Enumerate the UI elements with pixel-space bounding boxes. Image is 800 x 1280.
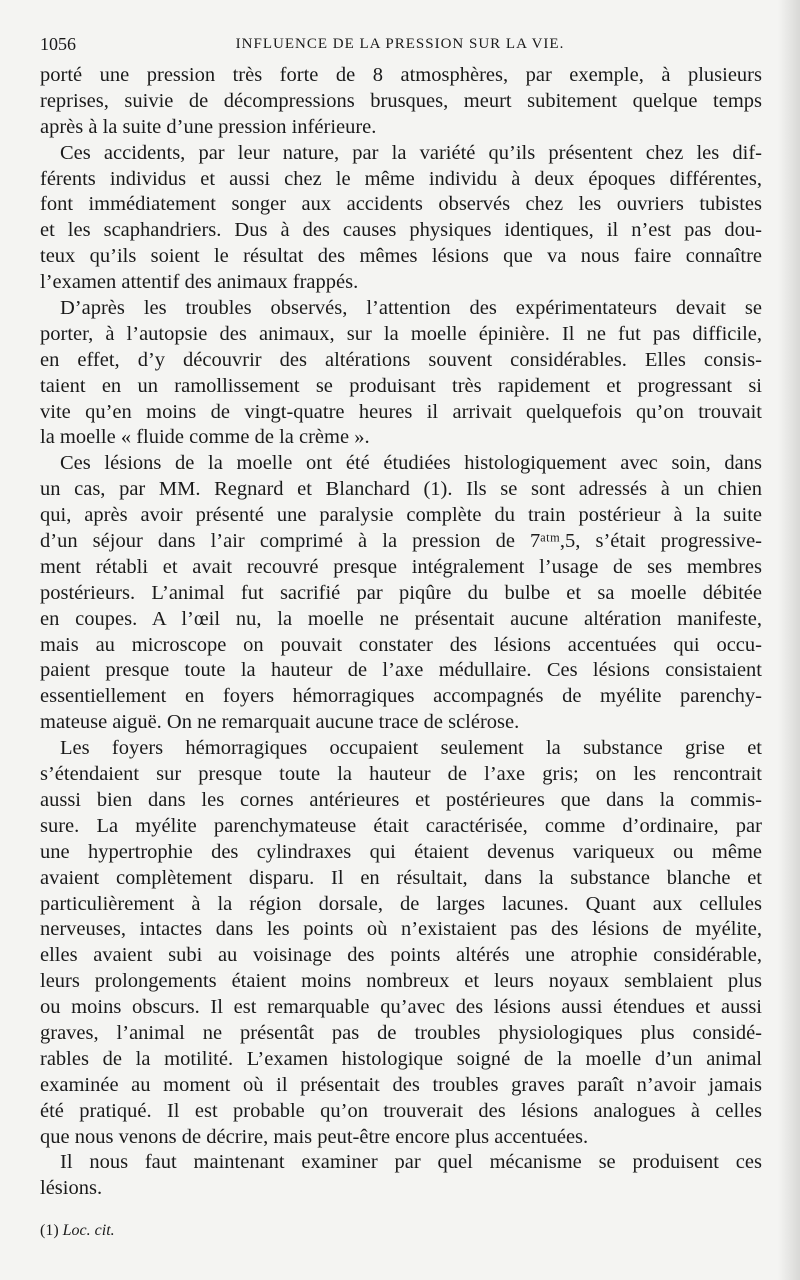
text-line: leurs prolongements étaient moins nombreux et leurs noyaux semblaient plus [40,970,762,993]
text-line: d’un séjour dans l’air comprimé à la pression de 7ᵃᵗᵐ,5, s’était progressive- [40,530,762,553]
text-line: Ces accidents, par leur nature, par la variété qu’ils présentent chez les dif- [60,141,762,164]
text-line: et les scaphandriers. Dus à des causes physiques identiques, il n’est pas dou- [40,219,762,242]
footnote-marker: (1) [40,1222,59,1239]
text-line: un cas, par MM. Regnard et Blanchard (1). Ils se sont adressés à un chien [40,478,762,501]
text-line: férents individus et aussi chez le même individu à deux époques différentes, [40,167,762,190]
body-text [40,63,762,1202]
text-line: reprises, suivie de décompressions brusques, meurt subitement quelque temps [40,89,762,112]
text-line: ou moins obscurs. Il est remarquable qu’avec des lésions aussi étendues et aussi [40,996,762,1019]
text-line: lésions. [40,1177,103,1200]
text-line: paient presque toute la hauteur de l’axe médullaire. Ces lésions consistaient [40,659,762,682]
text-line: une hypertrophie des cylindraxes qui étaient devenus variqueux ou même [40,840,762,863]
text-line: porté une pression très forte de 8 atmosphères, par exemple, à plusieurs [40,64,762,86]
text-line: font immédiatement songer aux accidents observés chez les ouvriers tubistes [40,193,762,216]
page-number: 1056 [40,34,76,54]
paragraph [40,63,762,141]
text-line: qui, après avoir présenté une paralysie complète du train postérieur à la suite [40,504,762,527]
text-line: Il nous faut maintenant examiner par quel mécanisme se produisent ces [60,1151,762,1174]
text-line: la moelle « fluide comme de la crème ». [40,426,370,449]
footnote-text: Loc. cit. [62,1222,115,1239]
text-line: que nous venons de décrire, mais peut-être encore plus accentuées. [40,1125,589,1148]
text-line: Ces lésions de la moelle ont été étudiées histologiquement avec soin, dans [60,452,762,475]
page-edge-shadow [778,0,800,1280]
text-line: aussi bien dans les cornes antérieures et postérieures que dans la commis- [40,788,762,811]
text-line: teux qu’ils soient le résultat des mêmes lésions que va nous faire connaître [40,245,762,268]
paragraph [40,1150,762,1202]
text-line: l’examen attentif des animaux frappés. [40,271,359,294]
text-line: D’après les troubles observés, l’attention des expérimentateurs devait se [60,297,762,320]
text-line: vite qu’en moins de vingt-quatre heures il arrivait quelquefois qu’on trouvait [40,400,762,423]
paragraph [40,736,762,1150]
text-line: porter, à l’autopsie des animaux, sur la moelle épinière. Il ne fut pas difficile, [40,322,762,345]
running-title: INFLUENCE DE LA PRESSION SUR LA VIE. [235,36,565,52]
text-line: s’étendaient sur presque toute la hauteur de l’axe gris; on les rencontrait [40,763,762,786]
text-line: après à la suite d’une pression inférieure. [40,115,377,138]
paragraph [40,141,762,296]
paragraph [40,296,762,451]
page-header [40,34,760,58]
text-line: avaient complètement disparu. Il en résultait, dans la substance blanche et [40,866,762,889]
text-line: été pratiqué. Il est probable qu’on trouverait des lésions analogues à celles [40,1099,762,1122]
text-line: en coupes. A l’œil nu, la moelle ne présentait aucune altération manifeste, [40,607,762,630]
text-line: nerveuses, intactes dans les points où n’existaient pas des lésions de myélite, [40,918,762,941]
text-line: elles avaient subi au voisinage des points altérés une atrophie considérable, [40,944,762,967]
text-line: Les foyers hémorragiques occupaient seulement la substance grise et [60,737,762,760]
text-line: en effet, d’y découvrir des altérations souvent considérables. Elles consis- [40,348,762,371]
text-line: particulièrement à la région dorsale, de larges lacunes. Quant aux cellules [40,892,762,915]
text-line: postérieurs. L’animal fut sacrifié par piqûre du bulbe et sa moelle débitée [40,581,762,604]
paragraph [40,451,762,736]
text-line: taient en un ramollissement se produisant très rapidement et progressant si [40,374,762,397]
text-line: rables de la motilité. L’examen histologique soigné de la moelle d’un animal [40,1047,762,1070]
text-line: sure. La myélite parenchymateuse était caractérisée, comme d’ordinaire, par [40,814,762,837]
text-line: examinée au moment où il présentait des troubles graves paraît n’avoir jamais [40,1073,762,1096]
text-line: ment rétabli et avait recouvré presque intégralement l’usage de ses membres [40,555,762,578]
text-line: essentiellement en foyers hémorragiques accompagnés de myélite parenchy- [40,685,762,708]
text-line: mais au microscope on pouvait constater des lésions accentuées qui occu- [40,633,762,656]
text-line: graves, l’animal ne présentât pas de troubles physiologiques plus considé- [40,1021,762,1044]
text-line: mateuse aiguë. On ne remarquait aucune trace de sclérose. [40,711,520,734]
footnote [40,1222,115,1240]
